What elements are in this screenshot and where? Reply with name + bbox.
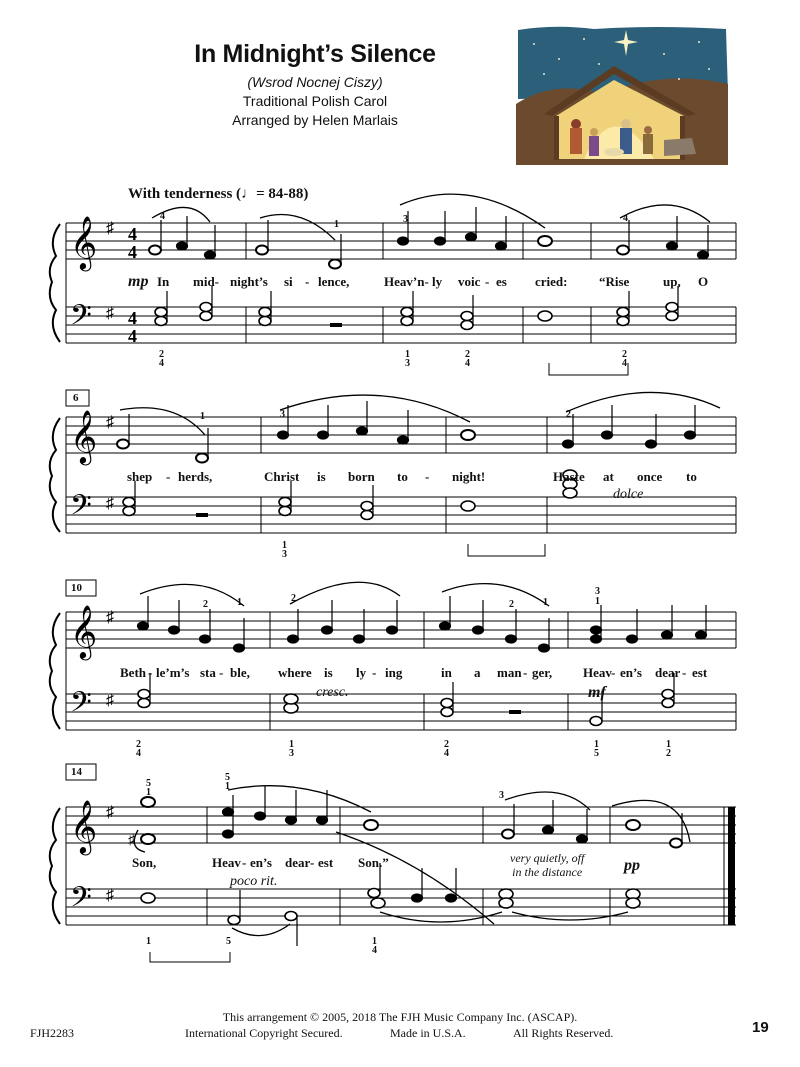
- song-title: In Midnight’s Silence: [194, 40, 436, 68]
- fingering: 1: [225, 781, 230, 792]
- fingering: 2: [291, 593, 296, 604]
- fingering: 4: [623, 213, 628, 224]
- half-rest-icon: [196, 513, 208, 517]
- lyric: Heav: [583, 665, 612, 680]
- lyric: -: [166, 469, 171, 484]
- fingering: 1: [282, 540, 287, 551]
- song-subtitle: (Wsrod Nocnej Ciszy): [247, 74, 383, 90]
- lyric: “Rise: [599, 274, 630, 289]
- fingering: 4: [465, 358, 470, 369]
- rights-reserved: All Rights Reserved.: [513, 1026, 614, 1040]
- sharp-icon: ♯: [106, 887, 114, 904]
- measure-number: 14: [71, 766, 82, 778]
- lyric: sta: [200, 665, 216, 680]
- copyright-line: This arrangement © 2005, 2018 The FJH Music Company Inc. (ASCAP).: [222, 1010, 578, 1024]
- lyric: dear: [285, 855, 311, 870]
- fingering: 2: [622, 349, 627, 360]
- lyric: -: [682, 665, 687, 680]
- song-origin: Traditional Polish Carol: [242, 93, 388, 109]
- lyric: Heav: [212, 855, 241, 870]
- sharp-icon: ♯: [106, 609, 114, 626]
- quarter-note-icon: ♩: [241, 186, 257, 202]
- lyric: once: [637, 469, 663, 484]
- page-number: 19: [752, 1019, 769, 1036]
- fingering: 2: [509, 599, 514, 610]
- lyric: Heav’n-: [384, 274, 429, 289]
- lyric: -: [425, 469, 430, 484]
- lyric: es: [496, 274, 507, 289]
- fingering: 3: [280, 409, 285, 420]
- lyric: en’s: [250, 855, 272, 870]
- sharp-icon: ♯: [106, 804, 114, 821]
- sharp-icon: ♯: [106, 220, 114, 237]
- brace-icon: [50, 224, 60, 342]
- sharp-icon: ♯: [128, 833, 135, 848]
- fingering: 1: [595, 596, 600, 607]
- time-signature: 4: [128, 224, 137, 244]
- fingering: 5: [146, 778, 151, 789]
- lyric: -: [523, 665, 528, 680]
- lyric: est: [318, 855, 334, 870]
- time-signature: 4: [128, 326, 137, 346]
- fingering: 2: [566, 409, 571, 420]
- system-3: [50, 580, 736, 730]
- fingering: 1: [146, 787, 151, 798]
- lyric: ly: [432, 274, 443, 289]
- lyric: lence,: [318, 274, 350, 289]
- expression-poco-rit: poco rit.: [230, 874, 278, 889]
- fingering: 5: [594, 748, 599, 759]
- lyric: herds,: [178, 469, 213, 484]
- fingering: 1: [405, 349, 410, 360]
- arranger-credit: Arranged by Helen Marlais: [232, 112, 398, 128]
- lyric: ly: [356, 665, 367, 680]
- time-signature: 4: [128, 308, 137, 328]
- lyric: si: [284, 274, 293, 289]
- time-signature: 4: [128, 242, 137, 262]
- fingering: 1: [334, 219, 339, 230]
- lyric: night!: [452, 469, 486, 484]
- fingering: 3: [499, 790, 504, 801]
- lyric: -: [148, 665, 153, 680]
- fingering: 5: [225, 772, 230, 783]
- lyric: Son,: [132, 855, 157, 870]
- expression-distance: [510, 851, 584, 879]
- fingering: 2: [159, 349, 164, 360]
- fingering: 2: [465, 349, 470, 360]
- fingering: 1: [289, 739, 294, 750]
- brace-icon: [50, 613, 60, 729]
- expression-line: in the distance: [512, 865, 583, 879]
- lyric: ing: [385, 665, 403, 680]
- catalog-code: FJH2283: [30, 1026, 75, 1040]
- fingering: 2: [666, 748, 671, 759]
- lyric: is: [317, 469, 326, 484]
- lyric: -: [305, 274, 310, 289]
- dynamic-mp: mp: [128, 273, 149, 290]
- fingering: 1: [200, 411, 205, 422]
- lyric: to: [686, 469, 697, 484]
- lyric: cried:: [535, 274, 568, 289]
- fingering: 4: [372, 945, 377, 956]
- fingering: 4: [444, 748, 449, 759]
- fingering: 2: [444, 739, 449, 750]
- lyric: in: [441, 665, 452, 680]
- half-rest-icon: [509, 710, 521, 714]
- fingering: 3: [595, 586, 600, 597]
- lyric: Haste: [553, 469, 585, 484]
- lyric: Beth: [120, 665, 146, 680]
- fingering: 3: [405, 358, 410, 369]
- expression-cresc: cresc.: [316, 685, 349, 700]
- lyric: ble,: [230, 665, 250, 680]
- lyric: -: [310, 855, 315, 870]
- lyric: dear: [655, 665, 681, 680]
- lyric: -: [485, 274, 490, 289]
- lyric: -: [219, 665, 224, 680]
- lyric: to: [397, 469, 408, 484]
- system-2: [50, 390, 736, 556]
- lyric: mid-: [193, 274, 219, 289]
- fingering: 1: [543, 597, 548, 608]
- lyric: where: [278, 665, 312, 680]
- fingering: 4: [622, 358, 627, 369]
- lyric: Son.”: [358, 855, 389, 870]
- tempo-text: With tenderness (: [128, 186, 242, 202]
- lyric: -: [372, 665, 377, 680]
- lyric: man: [497, 665, 522, 680]
- sharp-icon: ♯: [106, 495, 114, 512]
- lyric: up,: [663, 274, 681, 289]
- lyric: at: [603, 469, 614, 484]
- sharp-icon: ♯: [106, 414, 114, 431]
- copyright-secured: International Copyright Secured.: [185, 1026, 343, 1040]
- lyric: -: [242, 855, 247, 870]
- measure-number: 6: [73, 392, 79, 404]
- bass-clef-icon: 𝄢: [70, 688, 92, 725]
- dynamic-pp: pp: [624, 857, 640, 874]
- fingering: 2: [203, 599, 208, 610]
- fingering: 4: [160, 211, 165, 222]
- dynamic-mf: mf: [588, 684, 606, 701]
- half-rest-icon: [330, 323, 342, 327]
- made-in: Made in U.S.A.: [390, 1026, 466, 1040]
- measure-number: 10: [71, 582, 82, 594]
- lyric: en’s: [620, 665, 642, 680]
- lyric: shep: [127, 469, 153, 484]
- brace-icon: [50, 418, 60, 532]
- sharp-icon: ♯: [106, 305, 114, 322]
- lyric: night’s: [230, 274, 268, 289]
- lyric: le’m’s: [156, 665, 190, 680]
- lyric: O: [698, 274, 709, 289]
- treble-clef-icon: 𝄞: [70, 606, 98, 657]
- fingering: 1: [666, 739, 671, 750]
- lyric: est: [692, 665, 708, 680]
- brace-icon: [50, 808, 60, 924]
- final-barline: [728, 807, 735, 925]
- treble-clef-icon: 𝄞: [70, 411, 98, 462]
- fingering: 5: [226, 936, 231, 947]
- fingering: 1: [372, 936, 377, 947]
- tempo-value: = 84-88): [256, 186, 309, 202]
- bass-clef-icon: 𝄢: [70, 491, 92, 528]
- expression-line: very quietly, off: [510, 851, 585, 865]
- lyric: born: [348, 469, 375, 484]
- lyric: voic: [458, 274, 481, 289]
- fingering: 2: [136, 739, 141, 750]
- lyric: In: [157, 274, 170, 289]
- lyric: ger,: [532, 665, 553, 680]
- fingering: 4: [136, 748, 141, 759]
- treble-clef-icon: 𝄞: [70, 801, 98, 852]
- fingering: 3: [289, 748, 294, 759]
- lyric: -: [611, 665, 616, 680]
- treble-clef-icon: 𝄞: [70, 217, 98, 268]
- lyric: Christ: [264, 469, 300, 484]
- fingering: 4: [159, 358, 164, 369]
- fingering: 3: [403, 214, 408, 225]
- lyric: is: [324, 665, 333, 680]
- lyric: a: [474, 665, 481, 680]
- fingering: 1: [146, 936, 151, 947]
- expression-dolce: dolce: [613, 487, 644, 502]
- fingering: 3: [282, 549, 287, 560]
- bass-clef-icon: 𝄢: [70, 301, 92, 338]
- sharp-icon: ♯: [106, 692, 114, 709]
- bass-clef-icon: 𝄢: [70, 883, 92, 920]
- fingering: 1: [237, 597, 242, 608]
- fingering: 1: [594, 739, 599, 750]
